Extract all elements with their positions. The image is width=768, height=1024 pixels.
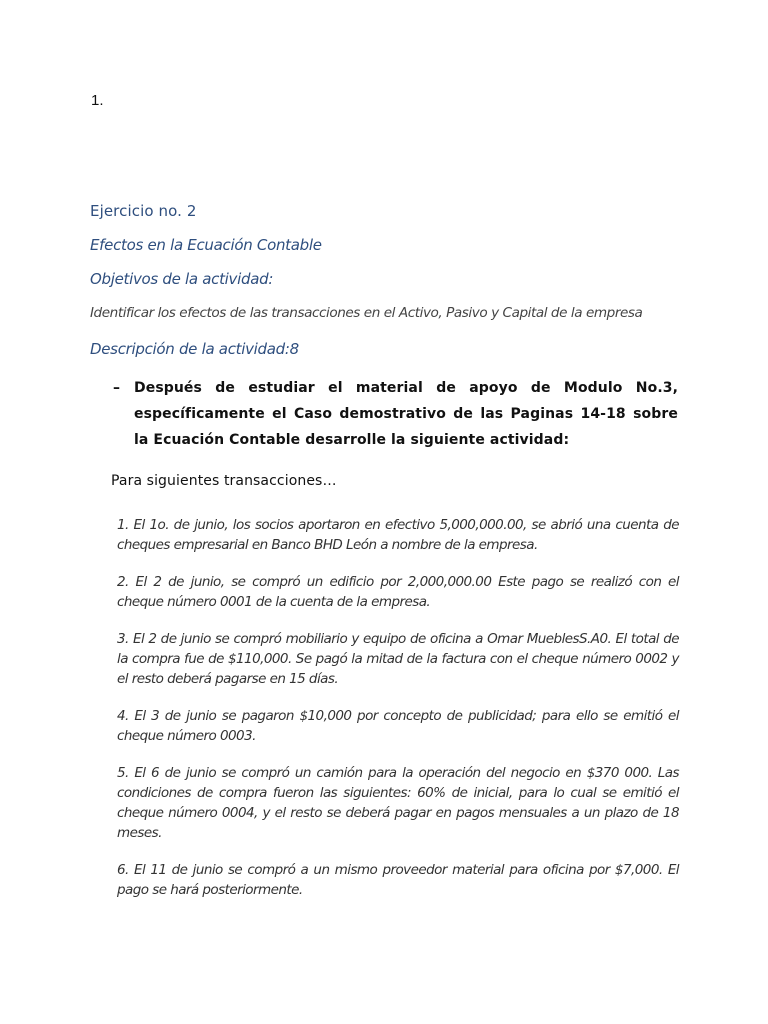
section-title: Efectos en la Ecuación Contable bbox=[90, 236, 322, 254]
exercise-title: Ejercicio no. 2 bbox=[90, 202, 197, 220]
objective-text: Identificar los efectos de las transacciones en el Activo, Pasivo y Capital de la empresa bbox=[90, 305, 643, 321]
activity-instruction bbox=[113, 375, 678, 453]
dash-bullet: – bbox=[113, 380, 121, 396]
transactions-intro: Para siguientes transacciones… bbox=[111, 473, 337, 489]
objectives-title: Objetivos de la actividad: bbox=[90, 270, 274, 288]
transaction-item: 3. El 2 de junio se compró mobiliario y equipo de oficina a Omar MueblesS.A0. El total de la compra fue de $110,000. Se pagó la mitad de la factura con el cheque número 0002 y el resto deberá pagarse en 15 días. bbox=[117, 631, 679, 687]
transaction-item: 4. El 3 de junio se pagaron $10,000 por concepto de publicidad; para ello se emitió el cheque número 0003. bbox=[117, 708, 679, 744]
list-number: 1. bbox=[91, 92, 104, 109]
transactions-list bbox=[117, 515, 679, 917]
transaction-item: 5. El 6 de junio se compró un camión para la operación del negocio en $370 000. Las condiciones de compra fueron las siguientes: 60% de inicial, para lo cual se emitió el cheque número 0004, y el resto se deberá pagar en pagos mensuales a un plazo de 18 meses. bbox=[117, 765, 679, 841]
transaction-item: 6. El 11 de junio se compró a un mismo proveedor material para oficina por $7,000. El pago se hará posteriormente. bbox=[117, 862, 679, 898]
instruction-text: Después de estudiar el material de apoyo de Modulo No.3, específicamente el Caso demostrativo de las Paginas 14-18 sobre la Ecuación Contable desarrolle la siguiente actividad: bbox=[134, 380, 678, 448]
transaction-item: 1. El 1o. de junio, los socios aportaron en efectivo 5,000,000.00, se abrió una cuenta de cheques empresarial en Banco BHD León a nombre de la empresa. bbox=[117, 517, 679, 553]
transaction-item: 2. El 2 de junio, se compró un edificio por 2,000,000.00 Este pago se realizó con el cheque número 0001 de la cuenta de la empresa. bbox=[117, 574, 679, 610]
description-title: Descripción de la actividad:8 bbox=[90, 340, 299, 358]
